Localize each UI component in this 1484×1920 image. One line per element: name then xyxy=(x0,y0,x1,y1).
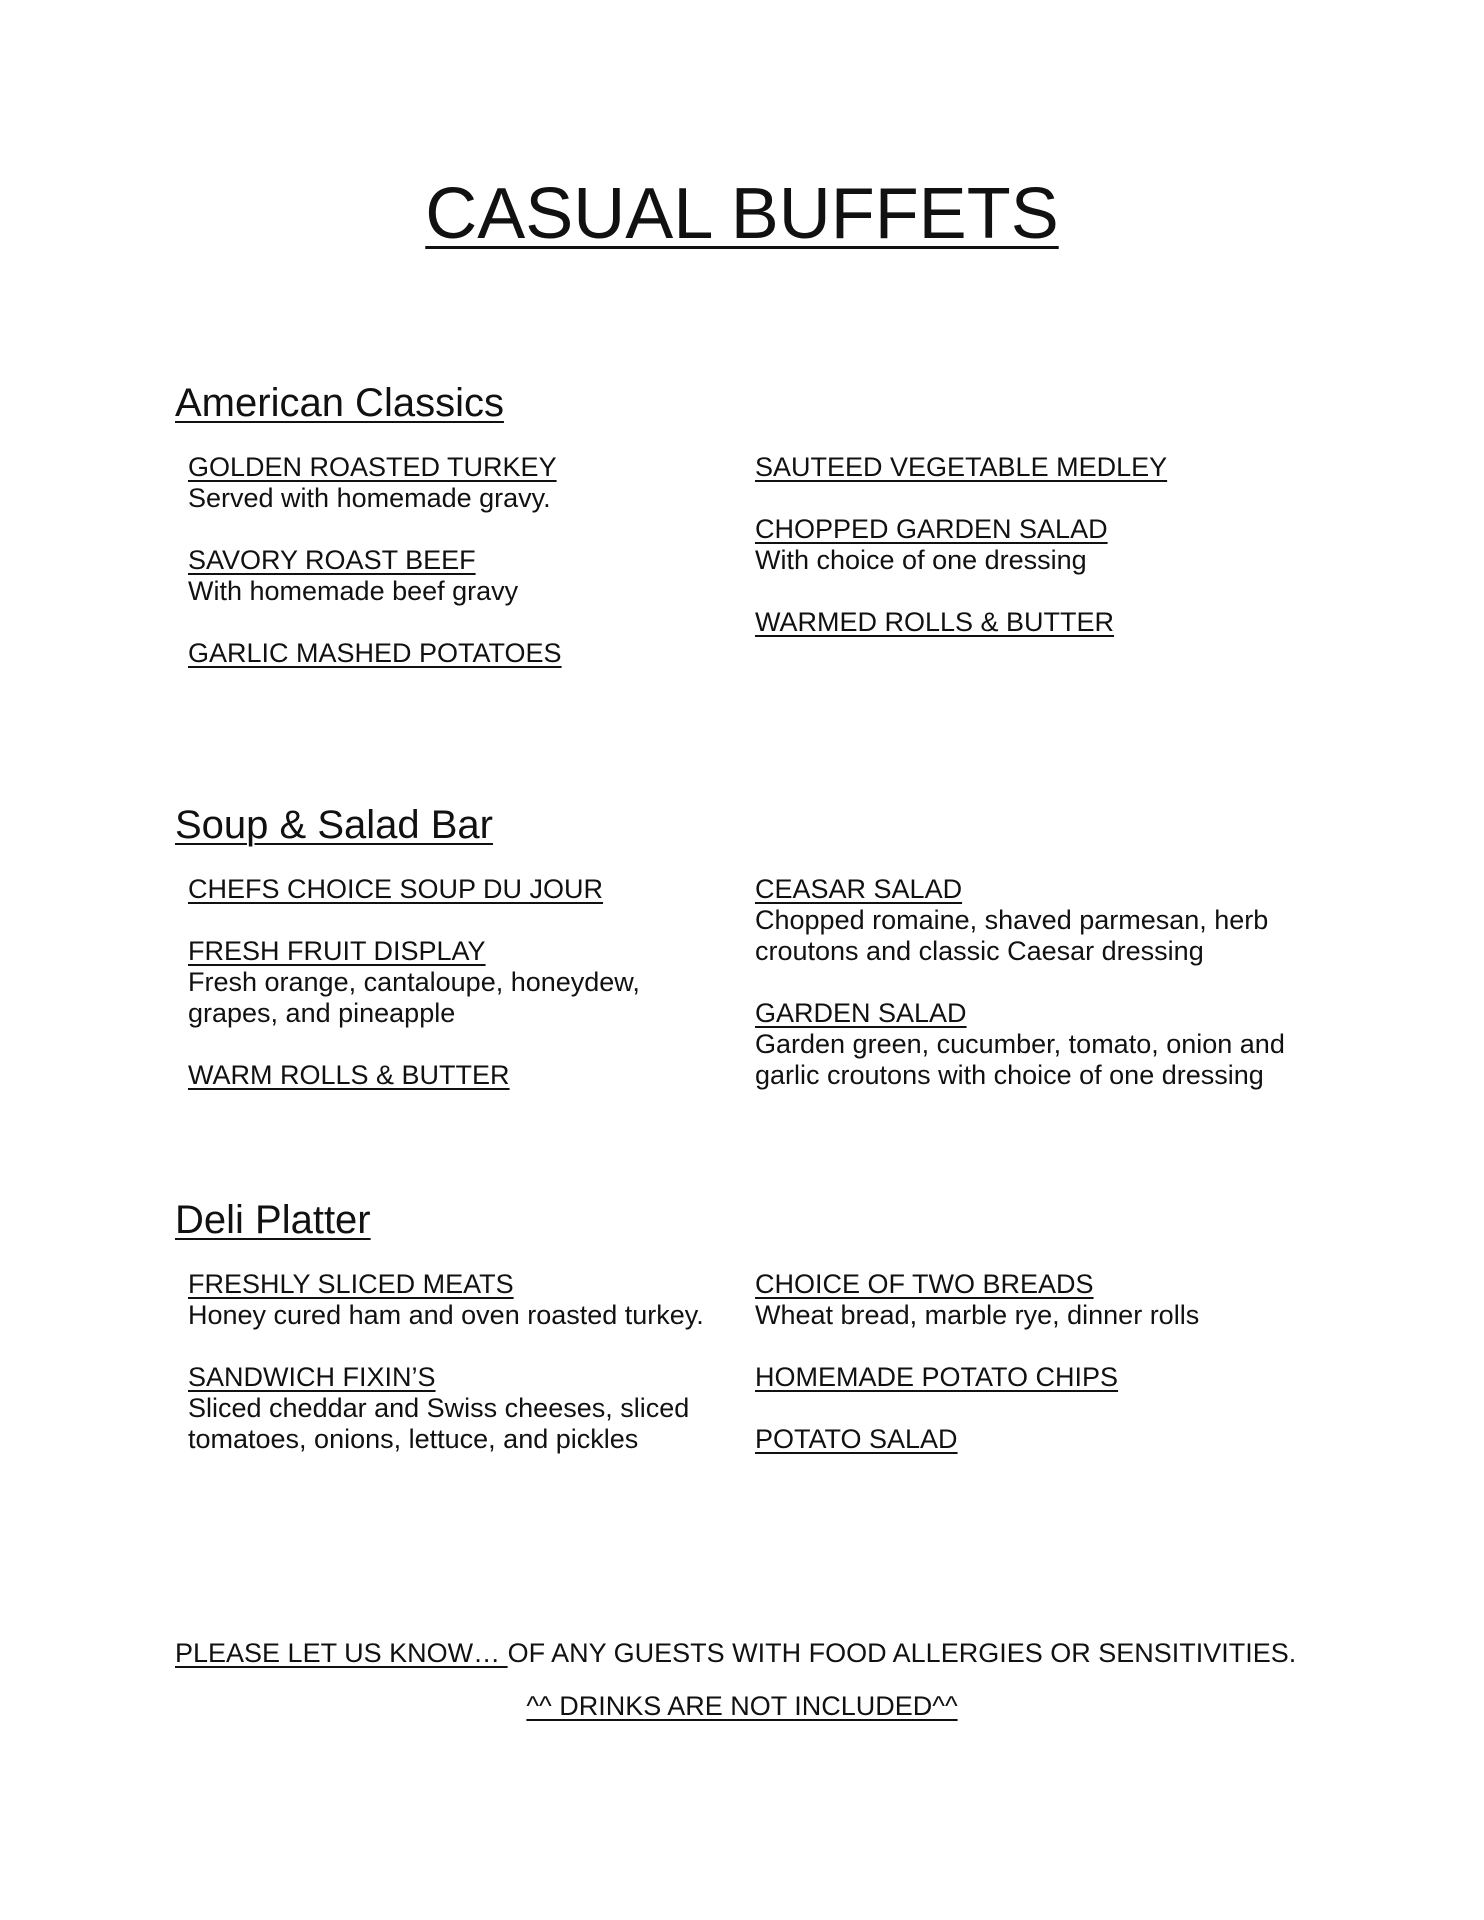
menu-item xyxy=(755,514,1315,576)
menu-item-name: SAUTEED VEGETABLE MEDLEY xyxy=(755,452,1168,482)
section-american-classics xyxy=(175,380,1325,712)
menu-item-description: croutons and classic Caesar dressing xyxy=(755,936,1204,966)
menu-item-name: CHOICE OF TWO BREADS xyxy=(755,1269,1094,1299)
page-title-text: CASUAL BUFFETS xyxy=(425,174,1059,254)
menu-column-right xyxy=(755,874,1315,1122)
menu-item xyxy=(188,874,728,905)
menu-item xyxy=(188,1060,728,1091)
section-title: Soup & Salad Bar xyxy=(175,803,493,847)
menu-columns xyxy=(175,1269,1325,1529)
menu-column-left xyxy=(188,452,728,700)
menu-item xyxy=(188,452,728,514)
menu-item-description: Wheat bread, marble rye, dinner rolls xyxy=(755,1300,1200,1330)
section-title: American Classics xyxy=(175,381,504,425)
menu-item-name: CEASAR SALAD xyxy=(755,874,963,904)
section-soup-salad-bar xyxy=(175,802,1325,1134)
menu-item-name: GARLIC MASHED POTATOES xyxy=(188,638,562,668)
drinks-note xyxy=(0,1690,1484,1722)
menu-item-description: Served with homemade gravy. xyxy=(188,483,551,513)
drinks-note-text: ^^ DRINKS ARE NOT INCLUDED^^ xyxy=(526,1691,958,1721)
menu-item-name: GOLDEN ROASTED TURKEY xyxy=(188,452,557,482)
section-title: Deli Platter xyxy=(175,1198,371,1242)
menu-item-name: FRESH FRUIT DISPLAY xyxy=(188,936,486,966)
menu-item-name: SAVORY ROAST BEEF xyxy=(188,545,476,575)
menu-item xyxy=(755,607,1315,638)
menu-item-description: Garden green, cucumber, tomato, onion and xyxy=(755,1029,1285,1059)
allergy-notice-lead: PLEASE LET US KNOW… xyxy=(175,1638,508,1668)
menu-item-description: Honey cured ham and oven roasted turkey. xyxy=(188,1300,704,1330)
menu-item xyxy=(188,1269,728,1331)
menu-item xyxy=(188,638,728,669)
menu-column-left xyxy=(188,874,728,1122)
menu-item-description: With choice of one dressing xyxy=(755,545,1087,575)
menu-item-name: GARDEN SALAD xyxy=(755,998,967,1028)
menu-item-description: Fresh orange, cantaloupe, honeydew, xyxy=(188,967,640,997)
menu-item-name: HOMEMADE POTATO CHIPS xyxy=(755,1362,1119,1392)
menu-item-description: tomatoes, onions, lettuce, and pickles xyxy=(188,1424,639,1454)
menu-item xyxy=(755,874,1315,967)
menu-item-description: garlic croutons with choice of one dressing xyxy=(755,1060,1264,1090)
menu-item xyxy=(755,1424,1315,1455)
menu-item-description: With homemade beef gravy xyxy=(188,576,519,606)
menu-item-description: Sliced cheddar and Swiss cheeses, sliced xyxy=(188,1393,690,1423)
menu-columns xyxy=(175,874,1325,1134)
menu-columns xyxy=(175,452,1325,712)
page-title xyxy=(0,174,1484,254)
menu-item-name: CHEFS CHOICE SOUP DU JOUR xyxy=(188,874,604,904)
menu-item xyxy=(755,1269,1315,1331)
menu-item xyxy=(188,1362,728,1455)
menu-item-name: WARMED ROLLS & BUTTER xyxy=(755,607,1115,637)
allergy-notice xyxy=(175,1637,1296,1669)
menu-item xyxy=(188,545,728,607)
menu-item-name: CHOPPED GARDEN SALAD xyxy=(755,514,1108,544)
menu-item xyxy=(188,936,728,1029)
menu-column-left xyxy=(188,1269,728,1486)
menu-item-name: WARM ROLLS & BUTTER xyxy=(188,1060,510,1090)
menu-item-name: FRESHLY SLICED MEATS xyxy=(188,1269,514,1299)
menu-item-name: POTATO SALAD xyxy=(755,1424,958,1454)
menu-item-description: Chopped romaine, shaved parmesan, herb xyxy=(755,905,1269,935)
menu-item xyxy=(755,998,1315,1091)
menu-column-right xyxy=(755,1269,1315,1486)
menu-item xyxy=(755,1362,1315,1393)
menu-item-description: grapes, and pineapple xyxy=(188,998,456,1028)
menu-column-right xyxy=(755,452,1315,669)
menu-item xyxy=(755,452,1315,483)
menu-item-name: SANDWICH FIXIN’S xyxy=(188,1362,436,1392)
section-deli-platter xyxy=(175,1197,1325,1529)
allergy-notice-rest: OF ANY GUESTS WITH FOOD ALLERGIES OR SENSITIVITIES. xyxy=(507,1638,1297,1668)
